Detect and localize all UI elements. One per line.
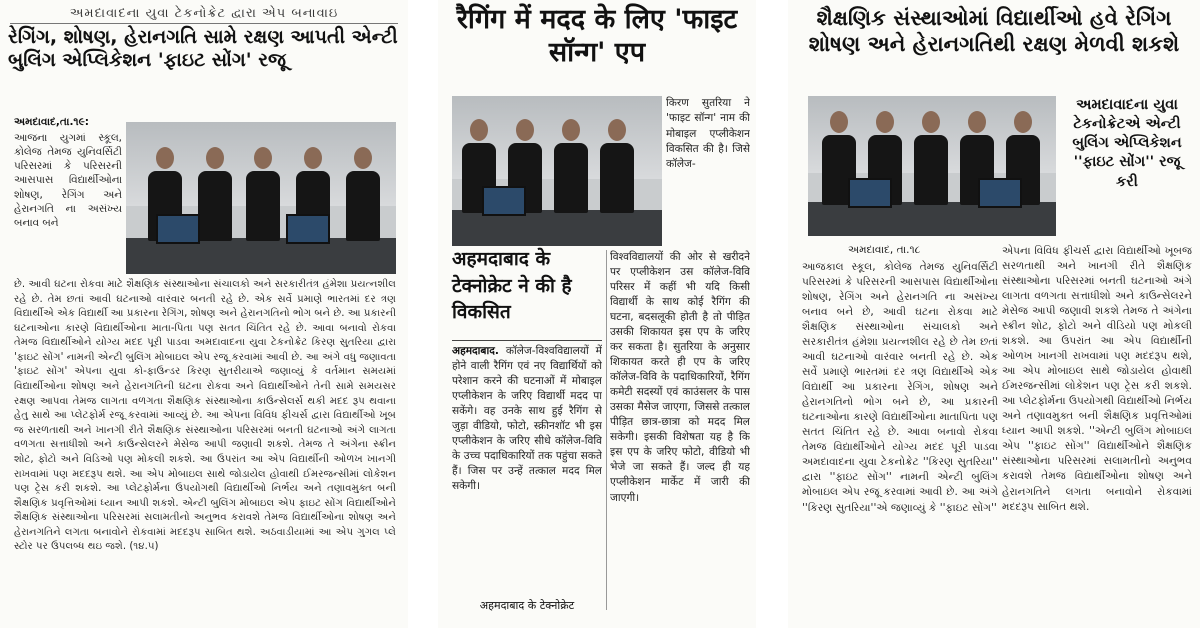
left-column-text: कॉलेज-विश्वविद्यालयों में होने वाली रैगिंग एवं नए विद्यार्थियों को परेशान करने की घटनाओं में मोबाइल एप्लीकेशन के जरिए विद्यार्थी मदद पा सकेंगे। वह उनके साथ हुई रैगिंग से जुड़ा वीडियो, फोटो, स्क्रीनशॉट भी इस एप्लीकेशन के जरिए सीधे कॉलेज-विवि के उच्च पदाधिकारियों तक पहुंचा सकते हैं। जिस पर उन्हें तत्काल मदद मिल सकेगी।: [452, 345, 602, 493]
clipping-gujarati-left: [0, 0, 408, 628]
headline: रैगिंग में मदद के लिए 'फाइट सॉन्ग' एप: [456, 4, 738, 68]
right-column: એપના વિવિધ ફીચર્સ દ્વારા વિદ્યાર્થીઓ ખૂબજ સરળતાથી અને ખાનગી રીતે શૈક્ષણિક સંસ્થાઓના પરિસરમાં બનતી ઘટનાઓ અંગે લાગતા વળગતા સત્તાધીશો અને કાઉન્સેલરને મેસેજ આપી જણાવી શકશે તેમજ તે અંગેના સ્ક્રીન શોટ, ફોટો અને વીડિયો પણ મોકલી શકશે. આ ઉપરાંત આ એપ વિદ્યાર્થીની ઓળખ ખાનગી રાખવામાં પણ મદદરૂપ થશે, આ એપ મોબાઇલ સાથે જોડાયેલ હોવાથી ઈમરજન્સીમાં લોકેશન પણ ટ્રેસ કરી શકશે. આ પ્લેટફોર્મના ઉપયોગથી વિદ્યાર્થીઓ નિર્ભય અને તણાવમુક્ત બની શૈક્ષણિક પ્રવૃત્તિઓમાં ધ્યાન આપી શકશે. ''એન્ટી બુલિંગ મોબાઇલ એપ ''ફાઇટ સોંગ'' વિદ્યાર્થીઓને શૈક્ષણિક સંસ્થાઓના પરિસરમાં સલામતીનો અનુભવ કરાવશે તેમજ વિદ્યાર્થીઓના શોષણ અને હેરાનગતિને લગતા બનાવોને રોકવામાં મદદરૂપ સાબિત થશે.: [1002, 245, 1192, 513]
side-text: આજના યુગમાં સ્કૂલ, કોલેજ તેમજ યુનિવર્સિટી પરિસરમાં કે પરિસરની આસપાસ વિદ્યાર્થીઓના શોષણ, રેગિંગ અને હેરાનગતિ ના અસંખ્ય બનાવ બને: [14, 132, 122, 229]
caption: अहमदाबाद के टेक्नोक्रेट: [479, 599, 575, 612]
right-column: विश्वविद्यालयों की ओर से खरीदने पर एप्लीकेशन उस कॉलेज-विवि परिसर में कहीं भी यदि किसी विद्यार्थी के साथ कोई रैगिंग की घटना, बदसलूकी होती है तो पीड़ित उसकी शिकायत इस एप के जरिए कर सकता है। सुतरिया के अनुसार शिकायत करते ही एप के जरिए कॉलेज-विवि के पदाधिकारियों, रैगिंग कमेटी सदस्यों एवं काउंसलर के पास उसका मैसेज जाएगा, जिससे तत्काल पीड़ित छात्र-छात्रा को मदद मिल सकेगी। इसकी विशेषता यह है कि इस एप के जरिए फोटो, वीडियो भी भेजे जा सकते हैं। जल्द ही यह एप्लीकेशन मार्केट में जारी की जाएगी।: [610, 251, 750, 504]
side-headline: અમદાવાદના યુવા ટેકનોક્રેટએ એન્ટી બુલિંગ એપ્લિકેશન ''ફાઇટ સોંગ'' રજૂ કરી: [1072, 97, 1182, 190]
dateline: અમદાવાદ,તા.૧૯:: [14, 116, 89, 128]
photo: [452, 96, 662, 246]
left-column: આજકાલ સ્કૂલ, કોલેજ તેમજ યુનિવર્સિટી પરિસરમાં કે પરિસરની આસપાસ વિદ્યાર્થીઓના શોષણ, રેગિંગ અને હેરાનગતિ ના અસંખ્ય બનાવ બને છે, આવી ઘટના રોકવા માટે શૈક્ષણિક સંસ્થાઓના સંચાલકો અને સરકારીતંત્ર હંમેશા પ્રયત્નશીલ રહે છે તેમ છતાં આવી ઘટનાઓ વારંવાર બનતી રહે છે. એક સર્વે પ્રમાણે ભારતમાં દર ત્રણ વિદ્યાર્થીએ એક વિદ્યાર્થી આ પ્રકારના રેગિંગ, શોષણ અને હેરાનગતિનો ભોગ બને છે, આ પ્રકારની ઘટનાઓના કારણે વિદ્યાર્થીઓના માતાપિતા પણ સતત ચિંતિત રહે છે. આવા બનાવો રોકવા તેમજ વિદ્યાર્થીઓને યોગ્ય મદદ પૂરી પાડવા અમદાવાદના યુવા ટેકનોક્રેટ ''કિરણ સુતરિયા'' દ્વારા ''ફાઇટ સોંગ'' નામની એન્ટી બુલિંગ મોબાઇલ એપ રજૂ કરવામાં આવી છે. આ અંગે ''કિરણ સુતરિયા''એ જણાવ્યું કે ''ફાઇટ સોંગ'': [802, 261, 998, 514]
left-column: [452, 344, 602, 594]
gap: [756, 0, 788, 628]
headline: શૈક્ષણિક સંસ્થાઓમાં વિદ્યાર્થીઓ હવે રેગિંગ શોષણ અને હેરાનગતિથી રક્ષણ મેળવી શકશે: [808, 6, 1180, 56]
dateline: અમદાવાદ, તા.૧૮: [848, 244, 921, 256]
photo: [126, 122, 396, 274]
article-body: છે. આવી ઘટના રોકવા માટે શૈક્ષણિક સંસ્થાઓના સંચાલકો અને સરકારીતંત્ર હંમેશા પ્રયત્નશીલ રહે છે. તેમ છતાં આવી ઘટનાઓ વારંવાર બનતી રહે છે. એક સર્વે પ્રમાણે ભારતમાં દર ત્રણ વિદ્યાર્થીએ એક વિદ્યાર્થી આ પ્રકારના રેગિંગ, શોષણ અને હેરાનગતિનો ભોગ બને છે. આ પ્રકારની ઘટનાઓના કારણે વિદ્યાર્થીઓના માતા-પિતા પણ સતત ચિંતિત રહે છે. આવા બનાવો રોકવા તેમજ વિદ્યાર્થીઓને યોગ્ય મદદ પૂરી પાડવા અમદાવાદના યુવા ટેકનોક્રેટ કિરણ સુતરિયા દ્વારા 'ફાઇટ સોંગ' નામની એન્ટી બુલિંગ મોબાઇલ એપ રજૂ કરવામાં આવી છે. આ અંગે વધુ જણાવતા 'ફાઇટ સોંગ' એપના યુવા કો-ફાઉન્ડર કિરણ સુતરીયાએ જણાવ્યું કે વર્તમાન સમયમાં વિદ્યાર્થીઓના શોષણ અને હેરાનગતિની ઘટના રોકવા અને વિદ્યાર્થીઓને તેની સામે સમયસર રક્ષણ આપવા તેમજ લાગતા વળગતા શૈક્ષણિક સંસ્થાઓના કાઉન્સેલર્સ થકી મદદ રૂપ થવાના હેતુ સાથે આ પ્લેટફોર્મ રજૂ કરવામાં આવ્યું છે. આ એપના વિવિધ ફીચર્સ દ્વારા વિદ્યાર્થીઓ ખૂબ જ સરળતાથી અને ખાનગી રીતે શૈક્ષણિક સંસ્થાઓના પરિસરમાં બનતી ઘટનાઓ અંગે લાગતા વળગતા સત્તાધીશો અને કાઉન્સેલરને મેસેજ આપી જણાવી શકશે. તેમજ તે અંગેના સ્ક્રીન શોટ, ફોટો અને વિડિઓ પણ મોકલી શકશે. આ ઉપરાંત આ એપ વિદ્યાર્થીની ઓળખ ખાનગી રાખવામાં પણ મદદરૂપ થશે. આ એપ મોબાઇલ સાથે જોડાયેલ હોવાથી ઈમરજન્સીમાં લોકેશન પણ ટ્રેસ કરી શકશે. આ પ્લેટફોર્મના ઉપયોગથી વિદ્યાર્થીઓ નિર્ભય અને તણાવમુક્ત બની શૈક્ષણિક પ્રવૃત્તિઓમાં ધ્યાન આપી શકશે. એન્ટી બુલિંગ મોબાઇલ એપ ફાઇટ સોંગ વિદ્યાર્થીઓને શૈક્ષણિક સંસ્થાઓના પરિસરમાં સલામતીનો અનુભવ કરાવશે તેમજ વિદ્યાર્થીઓના શોષણ અને હેરાનગતિને લગતા બનાવોને રોકવામાં મદદરૂપ સાબિત થશે. અઠવાડીયામાં આ એપ ગુગલ પ્લે સ્ટોર પર ઉપલબ્ધ થઇ જશે. (૧૪.૫): [14, 279, 396, 553]
gap: [408, 0, 438, 628]
headline: રેગિંગ, શોષણ, હેરાનગતિ સામે રક્ષણ આપતી એન્ટી બુલિંગ એપ્લિકેશન 'ફાઇટ સોંગ' રજૂ: [8, 26, 398, 72]
side-text: किरण सुतरिया ने 'फाइट सॉन्ग' नाम की मोबाइल एप्लीकेशन विकसित की है। जिसे कॉलेज-: [666, 97, 750, 171]
clipping-hindi-middle: [438, 0, 756, 628]
dateline: अहमदाबाद.: [452, 345, 499, 357]
divider: [452, 340, 602, 341]
column-rule: [606, 250, 607, 610]
photo: [808, 96, 1056, 236]
subhead: अहमदाबाद के टेक्नोक्रेट ने की है विकसित: [452, 248, 572, 324]
kicker: અમદાવાદના યુવા ટેકનોક્રેટ દ્વારા એપ બનાવાઇ: [10, 6, 398, 24]
clipping-gujarati-right: [788, 0, 1200, 628]
